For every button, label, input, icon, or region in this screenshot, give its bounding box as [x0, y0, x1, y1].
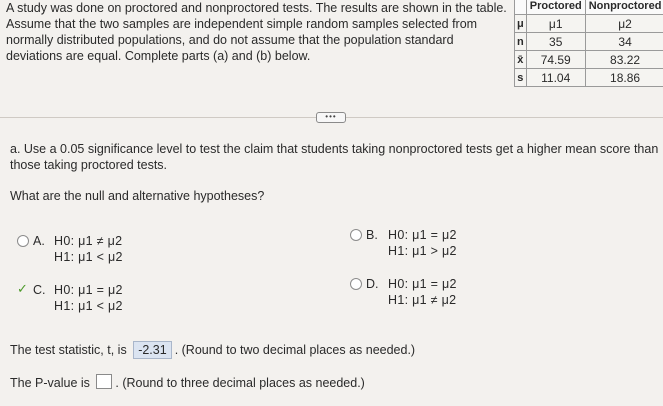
table-header-proctored: Proctored — [526, 0, 585, 15]
p-value-suffix: . (Round to three decimal places as needed.) — [115, 376, 365, 390]
radio-option-d[interactable] — [350, 278, 362, 290]
table-row — [515, 51, 663, 69]
option-d-null: H0: μ1 = μ2 — [388, 277, 457, 291]
option-c-alt: H1: μ1 < μ2 — [54, 299, 123, 313]
test-statistic-prefix: The test statistic, t, is — [10, 343, 127, 357]
table-cell: 83.22 — [585, 51, 663, 69]
table-corner — [515, 0, 527, 15]
option-d-letter: D. — [366, 277, 379, 291]
table-row — [515, 15, 663, 33]
option-d-alt: H1: μ1 ≠ μ2 — [388, 293, 457, 307]
option-b-letter: B. — [366, 228, 378, 242]
option-a-null: H0: μ1 ≠ μ2 — [54, 234, 123, 248]
p-value-line — [10, 374, 365, 391]
test-statistic-line — [10, 341, 415, 359]
question-prompt: What are the null and alternative hypotheses? — [10, 189, 265, 203]
table-cell: 74.59 — [526, 51, 585, 69]
p-value-prefix: The P-value is — [10, 376, 90, 390]
expand-button[interactable]: ••• — [316, 112, 346, 123]
data-table — [514, 0, 663, 87]
row-label: s — [515, 69, 527, 87]
table-header-nonproctored: Nonproctored — [585, 0, 663, 15]
option-b-null: H0: μ1 = μ2 — [388, 228, 457, 242]
row-label: μ — [515, 15, 527, 33]
radio-option-a[interactable] — [17, 235, 29, 247]
table-cell: 18.86 — [585, 69, 663, 87]
option-b-alt: H1: μ1 > μ2 — [388, 244, 457, 258]
option-c-letter: C. — [33, 283, 46, 297]
p-value-input[interactable] — [96, 374, 112, 389]
option-a-alt: H1: μ1 < μ2 — [54, 250, 123, 264]
table-cell: μ1 — [526, 15, 585, 33]
intro-line-4: deviations are equal. Complete parts (a) and (b) below. — [6, 49, 311, 63]
radio-option-b[interactable] — [350, 229, 362, 241]
table-cell: 11.04 — [526, 69, 585, 87]
table-row — [515, 69, 663, 87]
checkmark-icon: ✓ — [17, 281, 28, 296]
intro-line-1: A study was done on proctored and nonproctored tests. The results are shown in the table. — [6, 1, 507, 15]
problem-intro — [6, 0, 506, 64]
table-cell: μ2 — [585, 15, 663, 33]
intro-line-2: Assume that the two samples are independent simple random samples selected from — [6, 17, 478, 31]
test-statistic-suffix: . (Round to two decimal places as needed.) — [174, 343, 416, 357]
question-line-1: a. Use a 0.05 significance level to test the claim that students taking nonproctored tests get a higher mean score than — [10, 142, 659, 156]
table-row — [515, 33, 663, 51]
row-label: x̄ — [515, 51, 527, 69]
table-cell: 35 — [526, 33, 585, 51]
table-header-row — [515, 0, 663, 15]
question-line-2: those taking proctored tests. — [10, 158, 168, 172]
option-c-null: H0: μ1 = μ2 — [54, 283, 123, 297]
row-label: n — [515, 33, 527, 51]
intro-line-3: normally distributed populations, and do not assume that the population standard — [6, 33, 454, 47]
test-statistic-answer[interactable]: -2.31 — [133, 341, 172, 359]
option-a-letter: A. — [33, 234, 45, 248]
table-cell: 34 — [585, 33, 663, 51]
